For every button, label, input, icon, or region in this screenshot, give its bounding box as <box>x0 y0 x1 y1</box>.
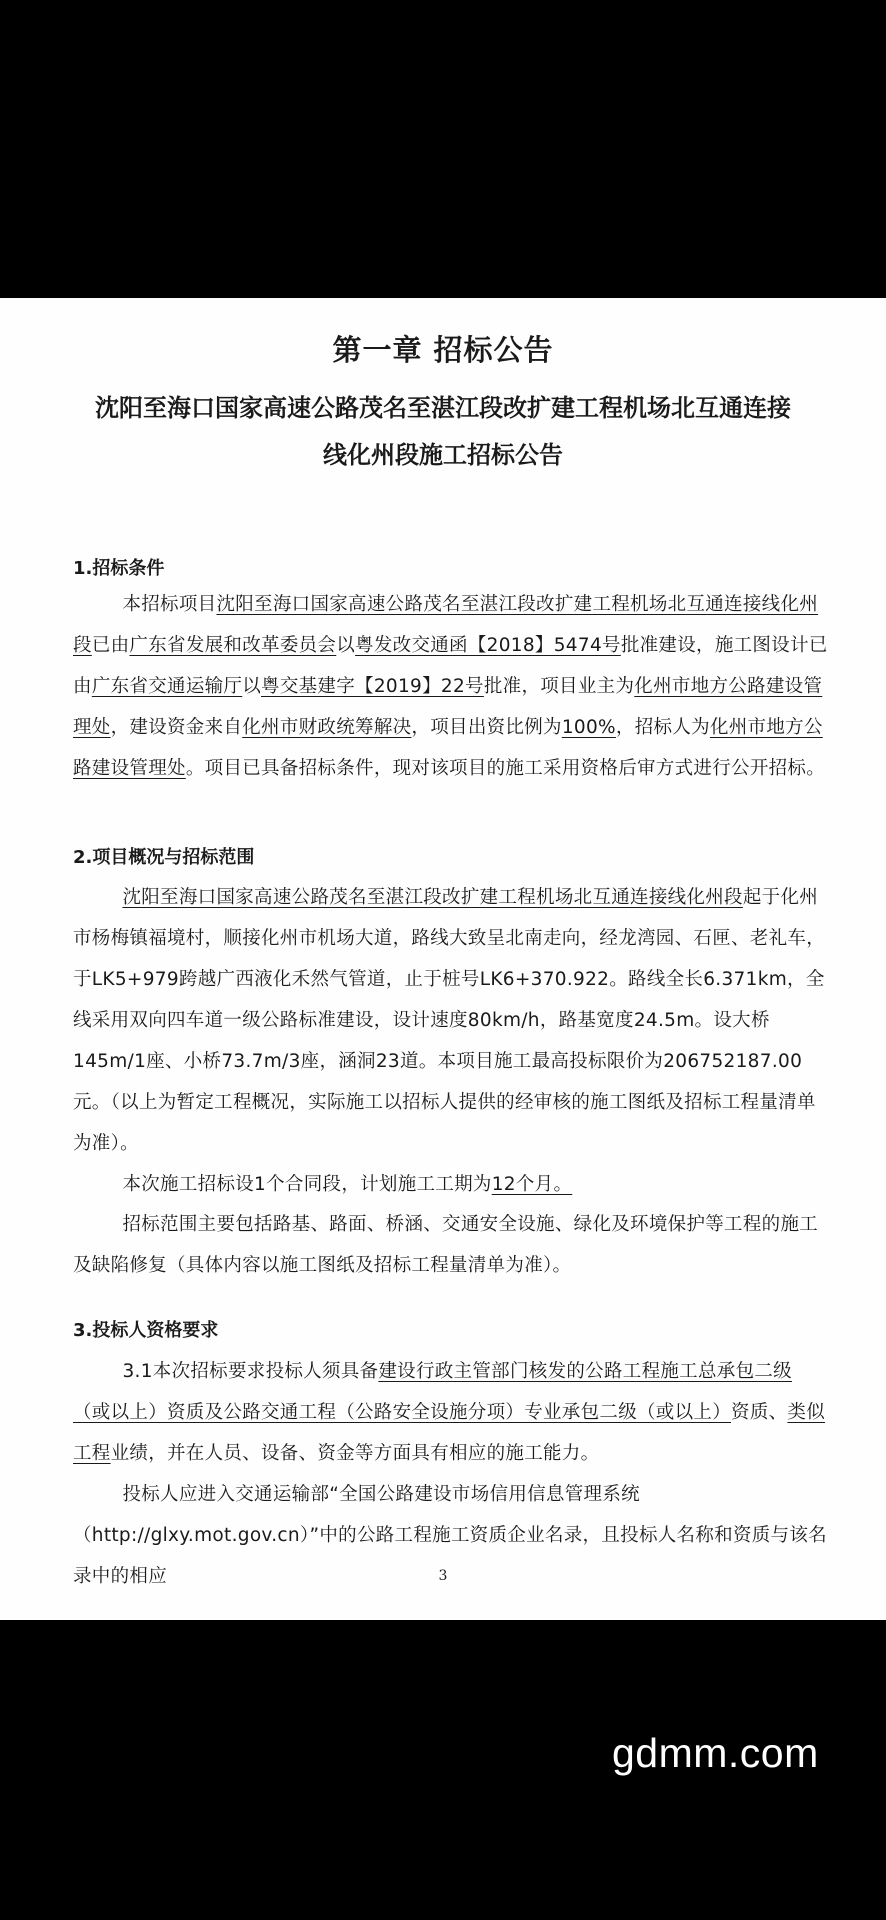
section2-heading: 2.项目概况与招标范围 <box>73 847 255 868</box>
underlined-text: 广东省发展和改革委员会 <box>129 635 337 656</box>
text-run: 批准，项目业主为 <box>483 676 635 697</box>
section1-paragraph <box>73 584 828 789</box>
underlined-text: 化州市地方公路建设管理处 <box>73 676 823 738</box>
text-run: ，招标人为 <box>615 717 710 738</box>
text-run: 。项目已具备招标条件，现对该项目的施工采用资格后审方式进行公开招标。 <box>185 758 826 779</box>
text-run: 本招标项目 <box>73 594 217 615</box>
section1-heading: 1.招标条件 <box>73 558 165 579</box>
text-run: 批准建设，施工图设计已由 <box>73 635 828 697</box>
chapter-title: 第一章 招标公告 <box>332 333 554 367</box>
underlined-text: 化州市财政统筹解决 <box>242 717 412 738</box>
text-run: 已由 <box>91 635 130 656</box>
text-run <box>73 887 122 908</box>
text-run: 起于化州市杨梅镇福境村，顺接化州市机场大道，路线大致呈北南走向，经龙湾园、石匣、老礼车，于LK5+979跨越广西液化禾然气管道，止于桩号LK6+370.922。路线全长6.371km，全线采用双向四车道一级公路标准建设，设计速度80km/h，路基宽度24.5m。设大桥145m/1座、小桥73.7m/3座，涵洞23道。本项目施工最高投标限价为206752187.00元。（以上为暂定工程概况，实际施工以招标人提供的经审核的施工图纸及招标工程量清单为准）。 <box>73 887 826 1154</box>
text-run: 招标范围主要包括路基、路面、桥涵、交通安全设施、绿化及环境保护等工程的施工及缺陷修复（具体内容以施工图纸及招标工程量清单为准）。 <box>73 1214 819 1276</box>
section3-heading: 3.投标人资格要求 <box>73 1320 219 1341</box>
announcement-title-line2: 线化州段施工招标公告 <box>323 441 563 469</box>
announcement-title-line1: 沈阳至海口国家高速公路茂名至湛江段改扩建工程机场北互通连接 <box>95 394 791 422</box>
underlined-text: 广东省交通运输厅 <box>91 676 243 697</box>
text-run: ，建设资金来自 <box>110 717 243 738</box>
watermark: gdmm.com <box>612 1730 819 1776</box>
section2-paragraph-1 <box>73 877 828 1164</box>
text-run: 本次施工招标设1个合同段，计划施工工期为 <box>73 1174 492 1195</box>
underlined-text: 建设行政主管部门核发的公路工程施工总承包二级（或以上）资质及公路交通工程（公路安全设施分项）专业承包二级（或以上） <box>73 1361 792 1423</box>
underlined-text: 沈阳至海口国家高速公路茂名至湛江段改扩建工程机场北互通连接线化州段 <box>73 594 819 656</box>
underlined-text: 粤发改交通函【2018】5474号 <box>355 635 621 656</box>
underlined-text: 沈阳至海口国家高速公路茂名至湛江段改扩建工程机场北互通连接线化州段 <box>122 887 743 908</box>
section2-paragraph-2 <box>73 1164 828 1205</box>
text-run: 以 <box>336 635 356 656</box>
underlined-text: 100% <box>561 717 616 738</box>
underlined-text: 化州市地方公路建设管理处 <box>73 717 823 779</box>
text-run: ，项目出资比例为 <box>411 717 562 738</box>
text-run: 资质、 <box>731 1402 788 1423</box>
section3-paragraph-1 <box>73 1351 828 1474</box>
underlined-text: 12个月。 <box>491 1174 573 1195</box>
section2-paragraph-3 <box>73 1204 828 1286</box>
underlined-text: 粤交基建字【2019】22号 <box>261 676 484 697</box>
text-run: 投标人应进入交通运输部“全国公路建设市场信用信息管理系统（http://glxy.mot.gov.cn）”中的公路工程施工资质企业名录，且投标人名称和资质与该名录中的相应 <box>73 1484 827 1587</box>
text-run: 业绩，并在人员、设备、资金等方面具有相应的施工能力。 <box>110 1443 600 1464</box>
page-number: 3 <box>438 1568 448 1584</box>
document-page <box>0 298 886 1620</box>
text-run: 以 <box>242 676 262 697</box>
text-run: 3.1本次招标要求投标人须具备 <box>73 1361 379 1382</box>
underlined-text: 类似工程 <box>73 1402 826 1464</box>
